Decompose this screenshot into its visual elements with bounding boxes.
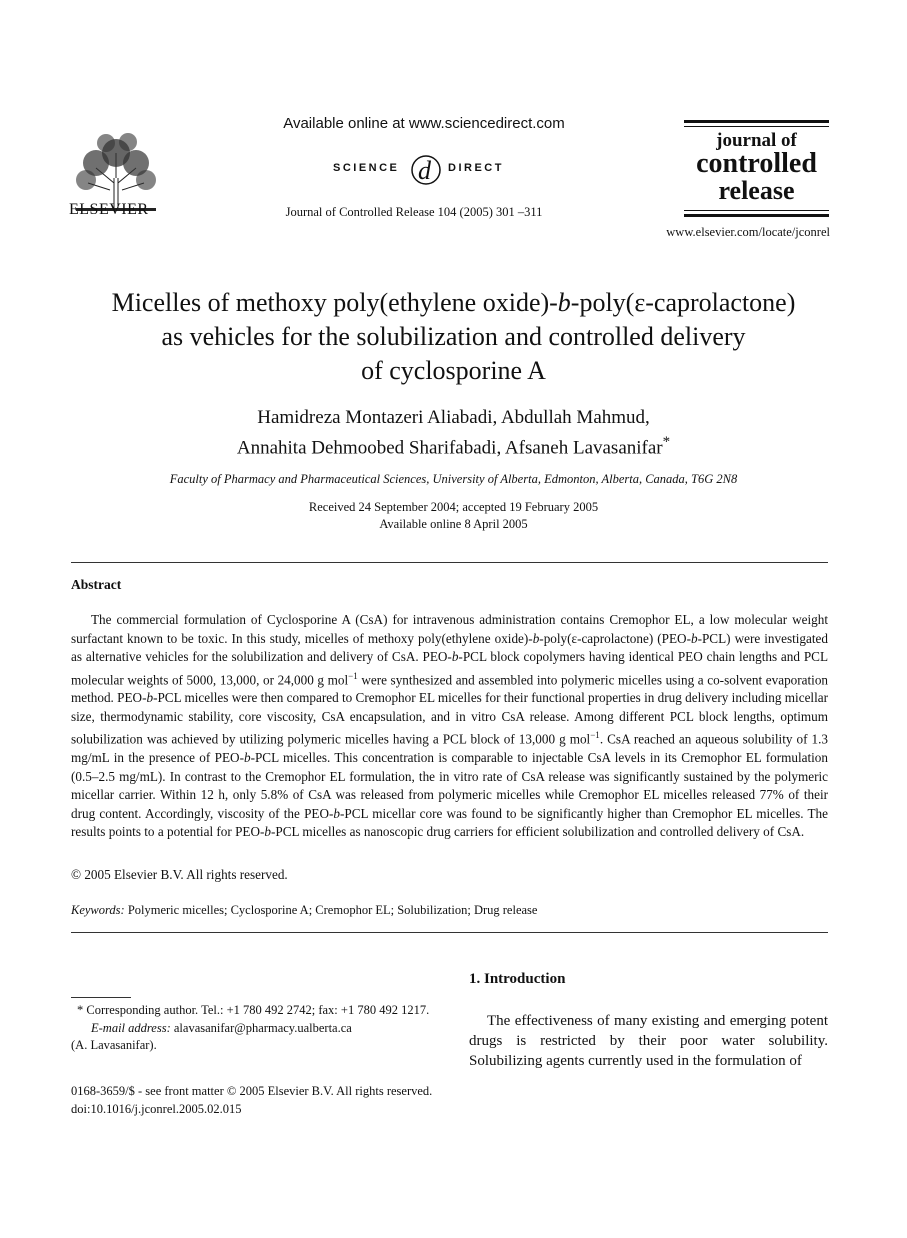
footnotes	[71, 1002, 436, 1055]
abstract-heading: Abstract	[71, 577, 122, 592]
corresponding-author-mark[interactable]: *	[662, 434, 671, 450]
sciencedirect-logo	[330, 150, 515, 190]
journal-url[interactable]: www.elsevier.com/locate/jconrel	[666, 225, 830, 239]
email-address[interactable]: alavasanifar@pharmacy.ualberta.ca	[170, 1020, 352, 1035]
author-list: Hamidreza Montazeri Aliabadi, Abdullah Mahmud, Annahita Dehmoobed Sharifabadi, Afsaneh Lavasanifar*	[236, 407, 671, 459]
journal-logo-line2: controlled	[696, 148, 817, 179]
journal-logo-line1: journal of	[716, 130, 797, 151]
abstract-copyright: © 2005 Elsevier B.V. All rights reserved.	[71, 867, 288, 882]
article-dates	[60, 499, 847, 533]
keywords-label: Keywords:	[71, 903, 125, 917]
received-date: Received 24 September 2004; accepted 19 February 2005	[308, 500, 599, 514]
corresponding-author-note: Corresponding author. Tel.: +1 780 492 2742; fax: +1 780 492 1217.	[83, 1003, 430, 1017]
email-label: E-mail address:	[91, 1020, 171, 1035]
introduction-text: The effectiveness of many existing and emerging potent drugs is restricted by their poor water solubility. Solubilizing agents currently used in the formulation of	[469, 1013, 828, 1069]
journal-logo-line3: release	[718, 176, 795, 205]
keywords	[71, 903, 537, 918]
introduction-heading: 1. Introduction	[469, 971, 566, 987]
divider	[71, 562, 828, 563]
email-owner: (A. Lavasanifar).	[71, 1038, 157, 1052]
issn-line: 0168-3659/$ - see front matter © 2005 Elsevier B.V. All rights reserved.	[71, 1084, 433, 1098]
journal-citation: Journal of Controlled Release 104 (2005) 301 –311	[285, 205, 543, 219]
journal-logo	[684, 118, 829, 218]
doi-line[interactable]: doi:10.1016/j.jconrel.2005.02.015	[71, 1101, 242, 1116]
available-date: Available online 8 April 2005	[379, 517, 528, 531]
sciencedirect-d-icon	[408, 150, 444, 190]
article-title: Micelles of methoxy poly(ethylene oxide)-b-poly(ε-caprolactone) as vehicles for the solubilization and controlled delivery of cyclosporine A	[111, 288, 796, 385]
svg-text:d: d	[418, 156, 431, 185]
divider	[71, 932, 828, 933]
footnote-mark: *	[77, 1003, 84, 1017]
sciencedirect-right-word: DIRECT	[448, 162, 504, 174]
available-online-text[interactable]: Available online at www.sciencedirect.com	[283, 115, 565, 132]
abstract-text: The commercial formulation of Cyclosporine A (CsA) for intravenous administration contains Cremophor EL, a low molecular weight surfactant known to be toxic. In this study, micelles of methoxy poly(ethylene oxide)-b-poly(ε-caprolactone) (PEO-b-PCL) were investigated as alternative vehicles for the solubilization and delivery of CsA. PEO-b-PCL block copolymers having identical PEO chain lengths and PCL molecular weights of 5000, 13,000, or 24,000 g mol$^{-1}$ were synthesized and assembled into polymeric micelles using a co-solvent evaporation method. PEO-b-PCL micelles were then compared to Cremophor EL micelles for their functional properties in drug delivery including micellar size, thermodynamic stability, core viscosity, CsA encapsulation, and in vitro CsA release. Among different PCL block lengths, optimum solubilization was achieved by utilizing polymeric micelles having a PCL block of 13,000 g mol$^{-1}$. CsA reached an aqueous solubility of 1.3 mg/mL in the presence of PEO-b-PCL micelles. This concentration is comparable to injectable CsA levels in its Cremophor EL formulation (0.5–2.5 mg/mL). In contrast to the Cremophor EL formulation, the in vitro rate of CsA release was significantly sustained by the polymeric micellar carrier. Within 12 h, only 5.8% of CsA was released from polymeric micelles while Cremophor EL micelles released 77% of their drug content. Accordingly, viscosity of the PEO-b-PCL micellar core was found to be significantly higher than Cremophor EL micelles. The results points to a potential for PEO-b-PCL micelles as nanoscopic drug carriers for efficient solubilization and controlled delivery of CsA.	[71, 612, 829, 840]
footnote-rule	[71, 997, 131, 998]
affiliation: Faculty of Pharmacy and Pharmaceutical Sciences, University of Alberta, Edmonton, Alberta, Canada, T6G 2N8	[169, 472, 738, 486]
sciencedirect-left-word: SCIENCE	[333, 162, 400, 174]
publisher-name: ELSEVIER	[69, 201, 149, 218]
keywords-list: Polymeric micelles; Cyclosporine A; Cremophor EL; Solubilization; Drug release	[124, 903, 538, 917]
front-matter	[71, 1083, 471, 1118]
